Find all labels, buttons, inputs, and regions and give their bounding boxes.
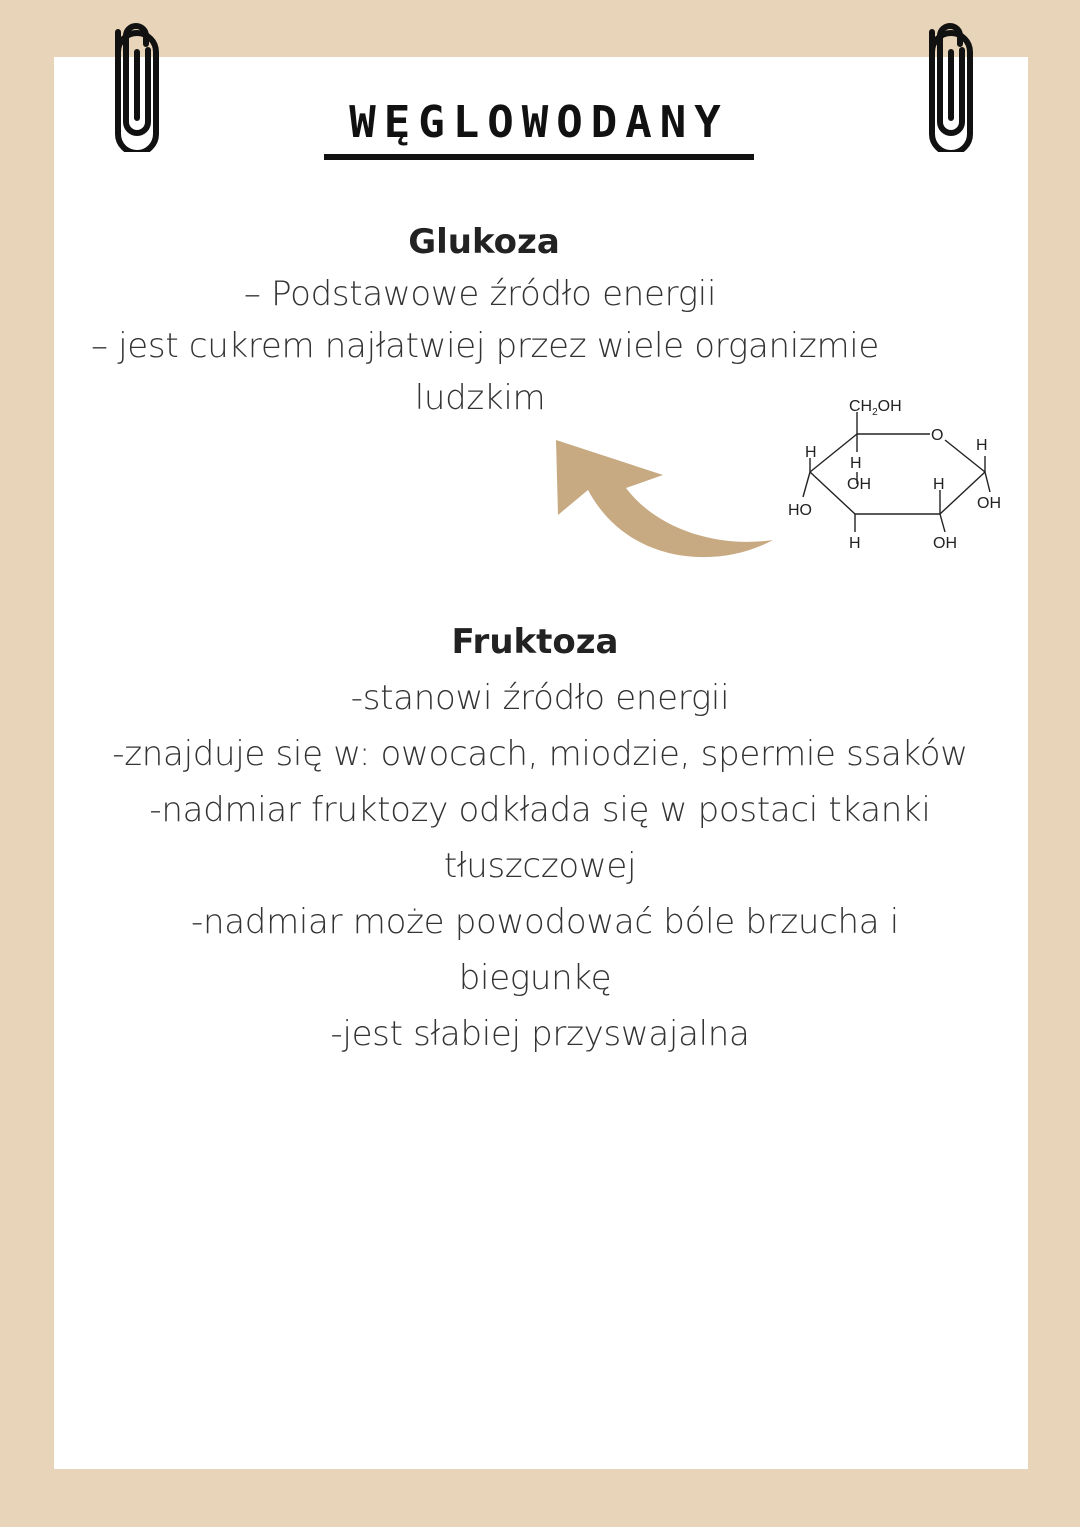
oh-label: OH bbox=[977, 495, 1001, 512]
curved-arrow-icon bbox=[548, 430, 778, 574]
ho-label: HO bbox=[788, 502, 812, 519]
paperclip-icon bbox=[104, 22, 170, 152]
ch2oh-label: $CH_2OH$ bbox=[849, 398, 902, 418]
glukoza-heading: Glukoza bbox=[408, 222, 560, 262]
glukoza-line: – Podstawowe źródło energii bbox=[243, 274, 717, 314]
h-label: H bbox=[933, 476, 945, 493]
fruktoza-line: -znajduje się w: owocach, miodzie, spermie ssaków bbox=[112, 734, 968, 774]
h-label: H bbox=[849, 535, 861, 552]
ring-oxygen-label: O bbox=[931, 427, 944, 444]
glucose-molecule bbox=[785, 392, 1010, 561]
h-label: H bbox=[805, 444, 817, 461]
page-title: WĘGLOWODANY bbox=[349, 97, 729, 148]
fruktoza-line: -nadmiar fruktozy odkłada się w postaci tkanki bbox=[149, 790, 931, 830]
fruktoza-line: tłuszczowej bbox=[443, 846, 637, 886]
oh-label: OH bbox=[847, 476, 871, 493]
fruktoza-line: -stanowi źródło energii bbox=[350, 678, 730, 718]
paperclip-icon bbox=[918, 22, 984, 152]
oh-label: OH bbox=[933, 535, 957, 552]
h-label: H bbox=[850, 455, 862, 472]
glukoza-line: – jest cukrem najłatwiej przez wiele organizmie bbox=[90, 326, 880, 366]
fruktoza-heading: Fruktoza bbox=[451, 622, 619, 662]
glukoza-line: ludzkim bbox=[414, 378, 546, 418]
fruktoza-line: biegunkę bbox=[458, 958, 612, 998]
h-label: H bbox=[976, 437, 988, 454]
title-underline bbox=[324, 154, 754, 160]
fruktoza-line: -jest słabiej przyswajalna bbox=[330, 1014, 750, 1054]
fruktoza-line: -nadmiar może powodować bóle brzucha i bbox=[191, 902, 899, 942]
